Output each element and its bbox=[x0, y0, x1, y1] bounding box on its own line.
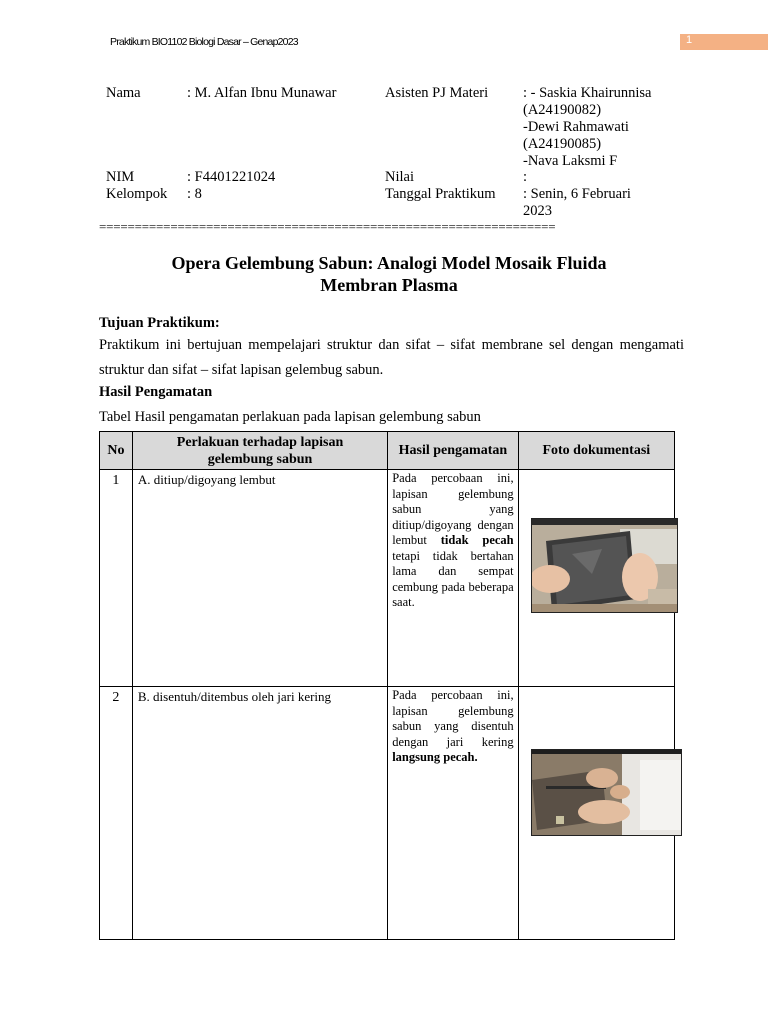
asisten-line: (A24190085) bbox=[523, 136, 602, 152]
nilai-value: : bbox=[523, 169, 528, 185]
photo-image bbox=[532, 750, 681, 835]
page-number: 1 bbox=[686, 34, 693, 46]
header-perlakuan: Perlakuan terhadap lapisan gelembung sabun bbox=[132, 432, 387, 470]
row-perlakuan: B. disentuh/ditembus oleh jari kering bbox=[132, 687, 387, 940]
page-number-tab bbox=[680, 34, 768, 50]
document-title bbox=[99, 252, 679, 296]
nilai-label: Nilai bbox=[385, 169, 414, 185]
separator-line: ================================================================ bbox=[99, 219, 556, 234]
hasil-heading: Hasil Pengamatan bbox=[99, 384, 213, 400]
kelompok-value: : 8 bbox=[187, 186, 202, 202]
row-hasil bbox=[388, 470, 518, 687]
title-line: Opera Gelembung Sabun: Analogi Model Mosaik Fluida bbox=[171, 253, 607, 273]
table-header-row bbox=[100, 432, 675, 470]
table-row bbox=[100, 687, 675, 940]
row-photo-cell bbox=[518, 687, 674, 940]
nama-value: : M. Alfan Ibnu Munawar bbox=[187, 85, 337, 101]
title-line: Membran Plasma bbox=[320, 275, 458, 295]
header-no: No bbox=[100, 432, 133, 470]
nim-value: : F4401221024 bbox=[187, 169, 276, 185]
header-hasil: Hasil pengamatan bbox=[388, 432, 518, 470]
tujuan-text: Praktikum ini bertujuan mempelajari struktur dan sifat – sifat membrane sel dengan mengamati struktur dan sifat – sifat lapisan gelembug sabun. bbox=[99, 337, 684, 378]
photo-soap-film-blown bbox=[531, 518, 678, 613]
kelompok-label: Kelompok bbox=[106, 186, 168, 202]
tanggal-line: : Senin, 6 Februari bbox=[523, 186, 631, 202]
hasil-text: tetapi tidak bertahan lama dan sempat cembung pada beberapa saat. bbox=[392, 548, 514, 609]
header-foto: Foto dokumentasi bbox=[518, 432, 674, 470]
tanggal-value bbox=[523, 186, 631, 220]
photo-image bbox=[532, 519, 677, 612]
hasil-text: Pada percobaan ini, lapisan gelembung sabun yang ditiup/digoyang dengan lembut bbox=[392, 471, 514, 547]
tanggal-line: 2023 bbox=[523, 203, 552, 219]
tanggal-label: Tanggal Praktikum bbox=[385, 186, 496, 202]
nim-label: NIM bbox=[106, 169, 135, 185]
asisten-label: Asisten PJ Materi bbox=[385, 85, 489, 101]
asisten-line: (A24190082) bbox=[523, 102, 602, 118]
table-caption: Tabel Hasil pengamatan perlakuan pada lapisan gelembung sabun bbox=[99, 409, 481, 425]
tujuan-heading: Tujuan Praktikum: bbox=[99, 315, 220, 331]
hasil-text: Pada percobaan ini, lapisan gelembung sabun yang disentuh dengan jari kering bbox=[392, 688, 514, 749]
row-no: 2 bbox=[100, 687, 133, 940]
asisten-line: : - Saskia Khairunnisa bbox=[523, 85, 652, 101]
hasil-bold: tidak pecah bbox=[440, 533, 514, 547]
asisten-value bbox=[523, 85, 651, 170]
row-photo-cell bbox=[518, 470, 674, 687]
row-no: 1 bbox=[100, 470, 133, 687]
hasil-bold: langsung pecah. bbox=[392, 750, 478, 764]
row-hasil bbox=[388, 687, 518, 940]
asisten-line: -Nava Laksmi F bbox=[523, 153, 618, 169]
nama-label: Nama bbox=[106, 85, 141, 101]
running-header: Praktikum BIO1102 Biologi Dasar – Genap2023 bbox=[110, 36, 298, 48]
table-row bbox=[100, 470, 675, 687]
row-perlakuan: A. ditiup/digoyang lembut bbox=[132, 470, 387, 687]
asisten-line: -Dewi Rahmawati bbox=[523, 119, 629, 135]
results-table bbox=[99, 431, 675, 940]
photo-soap-film-touched bbox=[531, 749, 682, 836]
